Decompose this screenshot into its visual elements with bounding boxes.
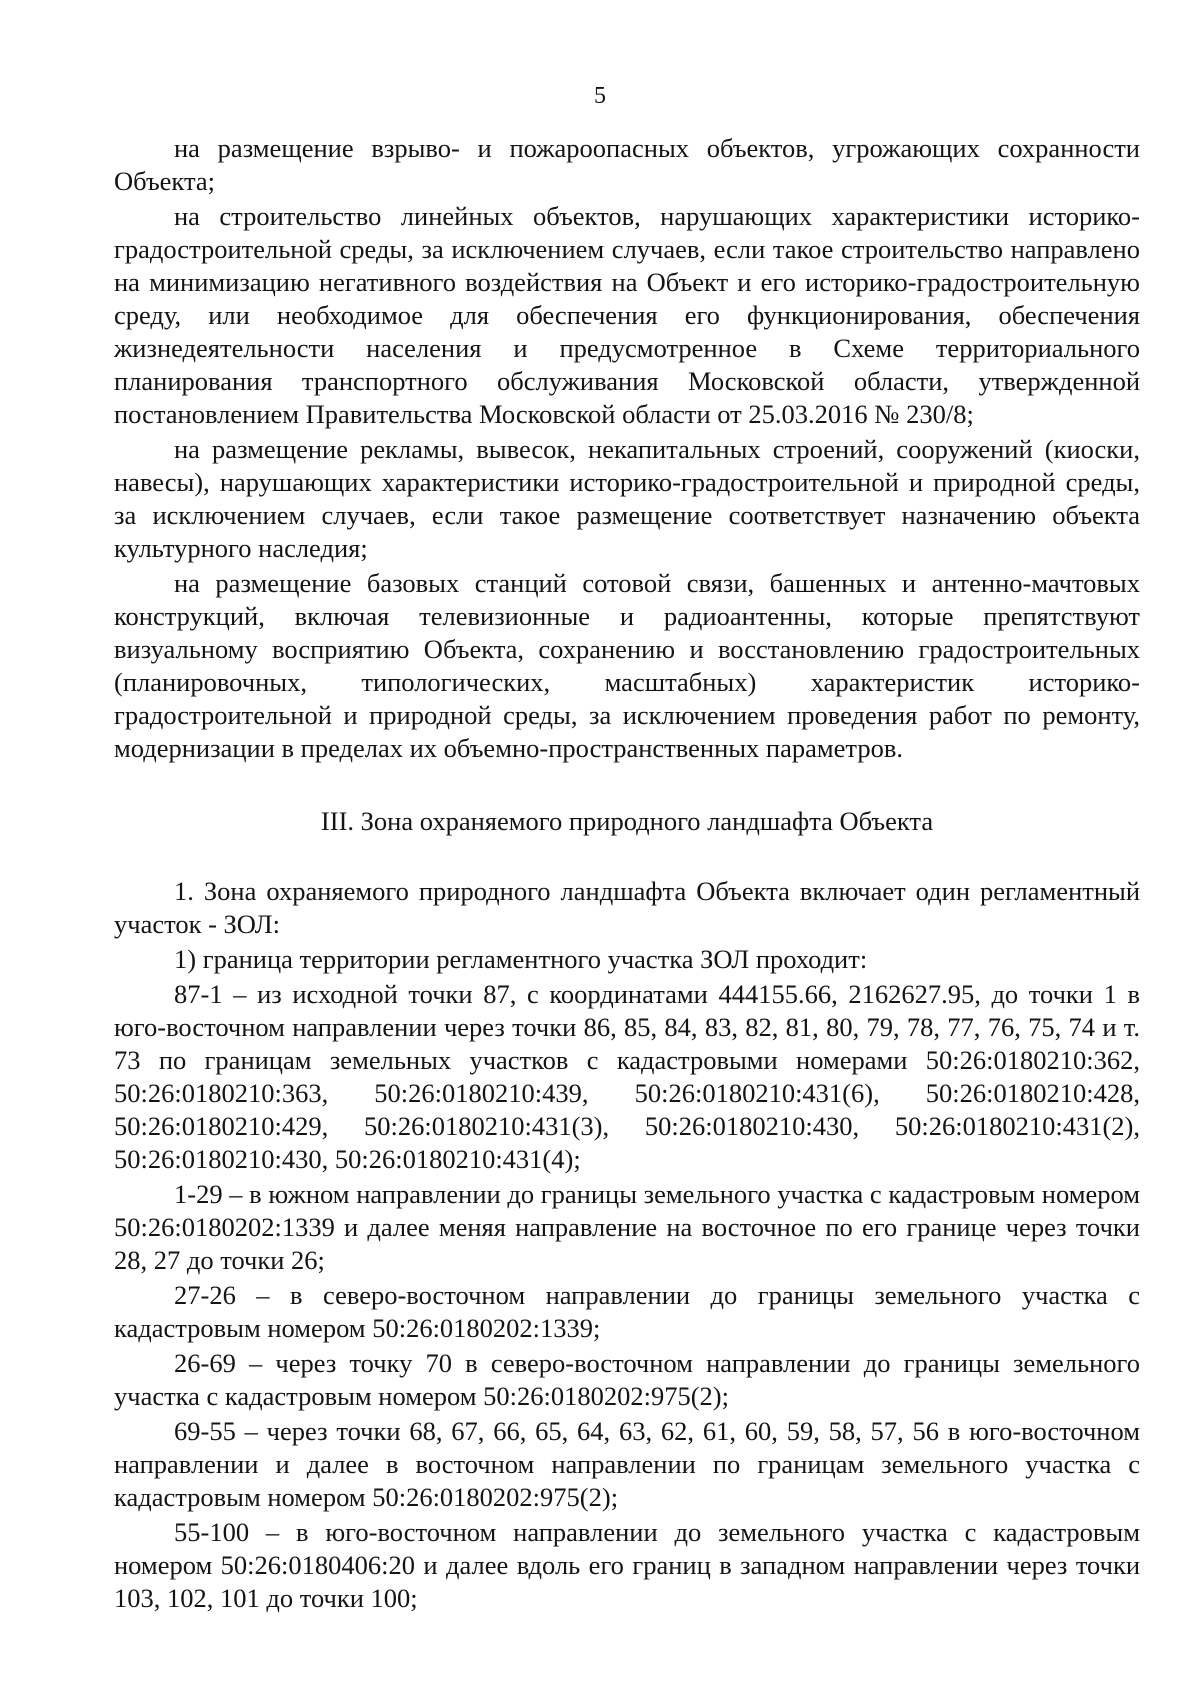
paragraph: 27-26 – в северо-восточном направлении до границы земельного участка с кадастровым номером 50:26:0180202:1339; bbox=[114, 1280, 1140, 1343]
paragraph: 69-55 – через точки 68, 67, 66, 65, 64, 63, 62, 61, 60, 59, 58, 57, 56 в юго-восточном направлении и далее в восточном направлении по границам земельного участка с кадастровым номером 50:26:0180202:975(2); bbox=[114, 1416, 1140, 1512]
paragraph: 1) граница территории регламентного участка ЗОЛ проходит: bbox=[174, 944, 868, 974]
section-heading: III. Зона охраняемого природного ландшафта Объекта bbox=[320, 806, 934, 836]
page-number: 5 bbox=[594, 83, 606, 109]
paragraph: 26-69 – через точку 70 в северо-восточном направлении до границы земельного участка с кадастровым номером 50:26:0180202:975(2); bbox=[114, 1348, 1140, 1411]
paragraph: 55-100 – в юго-восточном направлении до земельного участка с кадастровым номером 50:26:0180406:20 и далее вдоль его границ в западном направлении через точки 103, 102, 101 до точки 100; bbox=[114, 1517, 1140, 1613]
document-body bbox=[114, 132, 1140, 1617]
paragraph: на размещение взрыво- и пожароопасных объектов, угрожающих сохранности Объекта; bbox=[114, 133, 1140, 196]
paragraph: 1. Зона охраняемого природного ландшафта Объекта включает один регламентный участок - ЗОЛ: bbox=[114, 876, 1140, 939]
paragraph: на строительство линейных объектов, нарушающих характеристики историко-градостроительной среды, за исключением случаев, если такое строительство направлено на минимизацию негативного воздействия на Объект и его историко-градостроительную среду, или необходимое для обеспечения его функционирования, обеспечения жизнедеятельности населения и предусмотренное в Схеме территориального планирования транспортного обслуживания Московской области, утвержденной постановлением Правительства Московской области от 25.03.2016 № 230/8; bbox=[114, 201, 1140, 429]
paragraph: 87-1 – из исходной точки 87, с координатами 444155.66, 2162627.95, до точки 1 в юго-восточном направлении через точки 86, 85, 84, 83, 82, 81, 80, 79, 78, 77, 76, 75, 74 и т. 73 по границам земельных участков с кадастровыми номерами 50:26:0180210:362, 50:26:0180210:363, 50:26:0180210:439, 50:26:0180210:431(6), 50:26:0180210:428, 50:26:0180210:429, 50:26:0180210:431(3), 50:26:0180210:430, 50:26:0180210:431(2), 50:26:0180210:430, 50:26:0180210:431(4); bbox=[114, 979, 1140, 1174]
paragraph: на размещение рекламы, вывесок, некапитальных строений, сооружений (киоски, навесы), нарушающих характеристики историко-градостроительной и природной среды, за исключением случаев, если такое размещение соответствует назначению объекта культурного наследия; bbox=[114, 434, 1140, 563]
paragraph: 1-29 – в южном направлении до границы земельного участка с кадастровым номером 50:26:0180202:1339 и далее меняя направление на восточное по его границе через точки 28, 27 до точки 26; bbox=[114, 1179, 1140, 1275]
paragraph: на размещение базовых станций сотовой связи, башенных и антенно-мачтовых конструкций, включая телевизионные и радиоантенны, которые препятствуют визуальному восприятию Объекта, сохранению и восстановлению градостроительных (планировочных, типологических, масштабных) характеристик историко-градостроительной и природной среды, за исключением проведения работ по ремонту, модернизации в пределах их объемно-пространственных параметров. bbox=[114, 568, 1140, 763]
